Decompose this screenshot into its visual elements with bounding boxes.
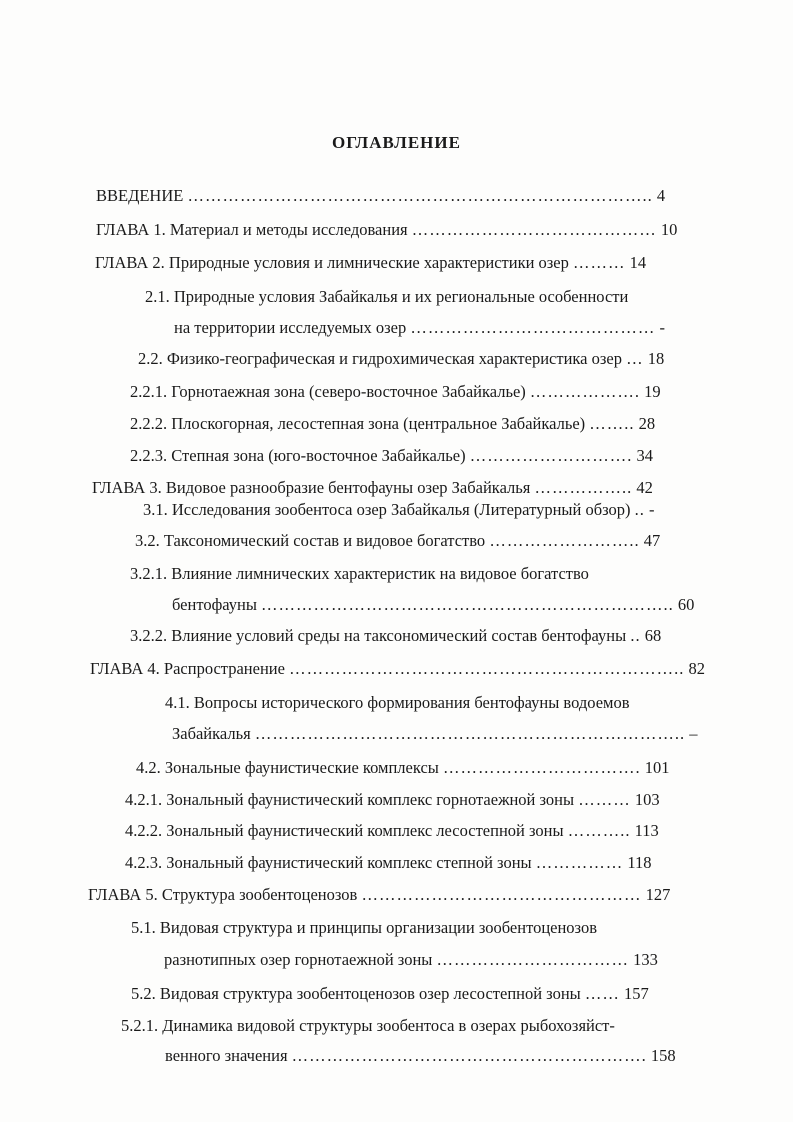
toc-entry-text: бентофауны	[172, 595, 257, 614]
toc-entry	[131, 917, 735, 939]
toc-page-number: 14	[629, 253, 647, 272]
toc-entry	[90, 658, 735, 680]
toc-entry	[135, 530, 735, 552]
toc-page-number: 60	[677, 595, 695, 614]
toc-page-number: -	[659, 318, 665, 337]
toc-leader-dots: ..	[630, 626, 641, 645]
toc-entry	[121, 1015, 735, 1037]
toc-leader-dots: …	[626, 349, 644, 368]
toc-entry-text: ГЛАВА 3. Видовое разнообразие бентофауны озер Забайкалья	[92, 478, 531, 497]
toc-leader-dots: ………	[578, 790, 631, 809]
toc-page-number: 34	[636, 446, 653, 465]
toc-entry-text: 3.1. Исследования зообентоса озер Забайкалья (Литературный обзор)	[143, 500, 631, 519]
toc-page-number: 101	[644, 758, 670, 777]
toc-entry-text: ГЛАВА 2. Природные условия и лимнические характеристики озер	[95, 253, 569, 272]
toc-entry	[164, 949, 735, 971]
toc-page-number: 118	[627, 853, 652, 872]
toc-entry-text: 2.2. Физико-географическая и гидрохимическая характеристика озер	[138, 349, 622, 368]
toc-page-number: 47	[643, 531, 661, 550]
toc-page-number: 42	[636, 478, 653, 497]
toc-page-number: 68	[644, 626, 662, 645]
toc-page-number: 157	[624, 984, 649, 1003]
toc-entry	[165, 1045, 735, 1067]
toc-leader-dots: …………………………………………………………..	[289, 659, 685, 678]
toc-leader-dots: ………………………………………………………………..	[254, 724, 686, 743]
toc-leader-dots: ………..	[567, 821, 631, 840]
toc-entry	[130, 445, 735, 467]
toc-entry-text: 2.2.1. Горнотаежная зона (северо-восточное Забайкалье)	[130, 382, 526, 401]
toc-entry-text: венного значения	[165, 1046, 288, 1065]
toc-entry-text: 2.2.2. Плоскогорная, лесостепная зона (центральное Забайкалье)	[130, 414, 586, 433]
toc-entry	[131, 983, 735, 1005]
toc-page-number: 18	[647, 349, 665, 368]
toc-leader-dots: ……………….	[529, 382, 641, 401]
toc-leader-dots: ………	[573, 253, 626, 272]
toc-page-number: 28	[638, 414, 656, 433]
toc-leader-dots: ……………………….	[469, 446, 633, 465]
toc-leader-dots: …………………………….	[443, 758, 641, 777]
toc-entry	[136, 757, 735, 779]
toc-entry-text: 4.2.1. Зональный фаунистический комплекс горнотаежной зоны	[125, 790, 575, 809]
toc-leader-dots: ..	[634, 500, 645, 519]
toc-leader-dots: ……	[584, 984, 620, 1003]
toc-entry	[130, 381, 735, 403]
toc-entry	[172, 723, 735, 745]
toc-entry-text: 4.1. Вопросы исторического формирования бентофауны водоемов	[165, 693, 630, 712]
toc-leader-dots: ……………………………………………………………..	[261, 595, 674, 614]
toc-page-number: -	[649, 500, 655, 519]
toc-entry	[130, 625, 735, 647]
toc-entry	[130, 413, 735, 435]
toc-entry	[88, 884, 735, 906]
toc-page-number: 103	[634, 790, 660, 809]
toc-entry-text: 5.1. Видовая структура и принципы организации зообентоценозов	[131, 918, 598, 937]
toc-page-number: 19	[644, 382, 661, 401]
toc-leader-dots: …………………………………………	[361, 885, 642, 904]
toc-entry-text: ГЛАВА 5. Структура зообентоценозов	[88, 885, 358, 904]
toc-entry	[125, 789, 735, 811]
toc-leader-dots: ……..	[589, 414, 635, 433]
toc-entry-text: ГЛАВА 1. Материал и методы исследования	[96, 220, 408, 239]
toc-entry-text: разнотипных озер горнотаежной зоны	[164, 950, 433, 969]
toc-page-number: 127	[645, 885, 671, 904]
toc-entry	[174, 317, 735, 339]
toc-leader-dots: ……………	[535, 853, 624, 872]
toc-entry-text: 4.2.2. Зональный фаунистический комплекс лесостепной зоны	[125, 821, 564, 840]
toc-page-number: 82	[688, 659, 705, 678]
toc-entry-text: 5.2. Видовая структура зообентоценозов озер лесостепной зоны	[131, 984, 581, 1003]
toc-leader-dots: ……………………………………	[410, 318, 656, 337]
toc-leader-dots: ……………………………	[436, 950, 630, 969]
toc-entry-text: ВВЕДЕНИЕ	[96, 186, 184, 205]
toc-entry	[125, 820, 735, 842]
toc-entry-text: 3.2. Таксономический состав и видовое богатство	[135, 531, 486, 550]
toc-entry	[130, 563, 735, 585]
toc-entry-text: Забайкалья	[172, 724, 251, 743]
toc-entry	[138, 348, 735, 370]
toc-entry-text: 2.1. Природные условия Забайкалья и их региональные особенности	[145, 287, 629, 306]
page-title: ОГЛАВЛЕНИЕ	[332, 133, 461, 152]
toc-entry	[96, 185, 736, 207]
toc-entry-text: на территории исследуемых озер	[174, 318, 407, 337]
toc-entry	[143, 499, 735, 521]
toc-entry-text: 3.2.1. Влияние лимнических характеристик на видовое богатство	[130, 564, 589, 583]
toc-entry-text: 4.2.3. Зональный фаунистический комплекс степной зоны	[125, 853, 532, 872]
toc-entry-text: 3.2.2. Влияние условий среды на таксономический состав бентофауны	[130, 626, 627, 645]
toc-entry	[145, 286, 735, 308]
toc-leader-dots: ……………………..	[489, 531, 640, 550]
toc-entry	[92, 477, 735, 499]
toc-entry	[165, 692, 735, 714]
toc-entry-text: 4.2. Зональные фаунистические комплексы	[136, 758, 439, 777]
toc-leader-dots: ……………..	[534, 478, 633, 497]
toc-leader-dots: ……………………………………………………………………..	[187, 186, 653, 205]
toc-page-number: –	[689, 724, 698, 743]
toc-page-number: 10	[660, 220, 678, 239]
toc-entry	[96, 219, 736, 241]
toc-entry-text: 5.2.1. Динамика видовой структуры зообентоса в озерах рыбохозяйст-	[121, 1016, 615, 1035]
toc-leader-dots: ……………………………………	[411, 220, 657, 239]
toc-page-number: 4	[656, 186, 666, 205]
toc-page-number: 113	[634, 821, 659, 840]
toc-page-number: 158	[650, 1046, 676, 1065]
toc-entry	[172, 594, 735, 616]
toc-entry	[95, 252, 735, 274]
toc-page-number: 133	[633, 950, 658, 969]
toc-entry-text: ГЛАВА 4. Распространение	[90, 659, 285, 678]
toc-leader-dots: …………………………………………………….	[291, 1046, 647, 1065]
toc-entry-text: 2.2.3. Степная зона (юго-восточное Забайкалье)	[130, 446, 466, 465]
toc-entry	[125, 852, 735, 874]
